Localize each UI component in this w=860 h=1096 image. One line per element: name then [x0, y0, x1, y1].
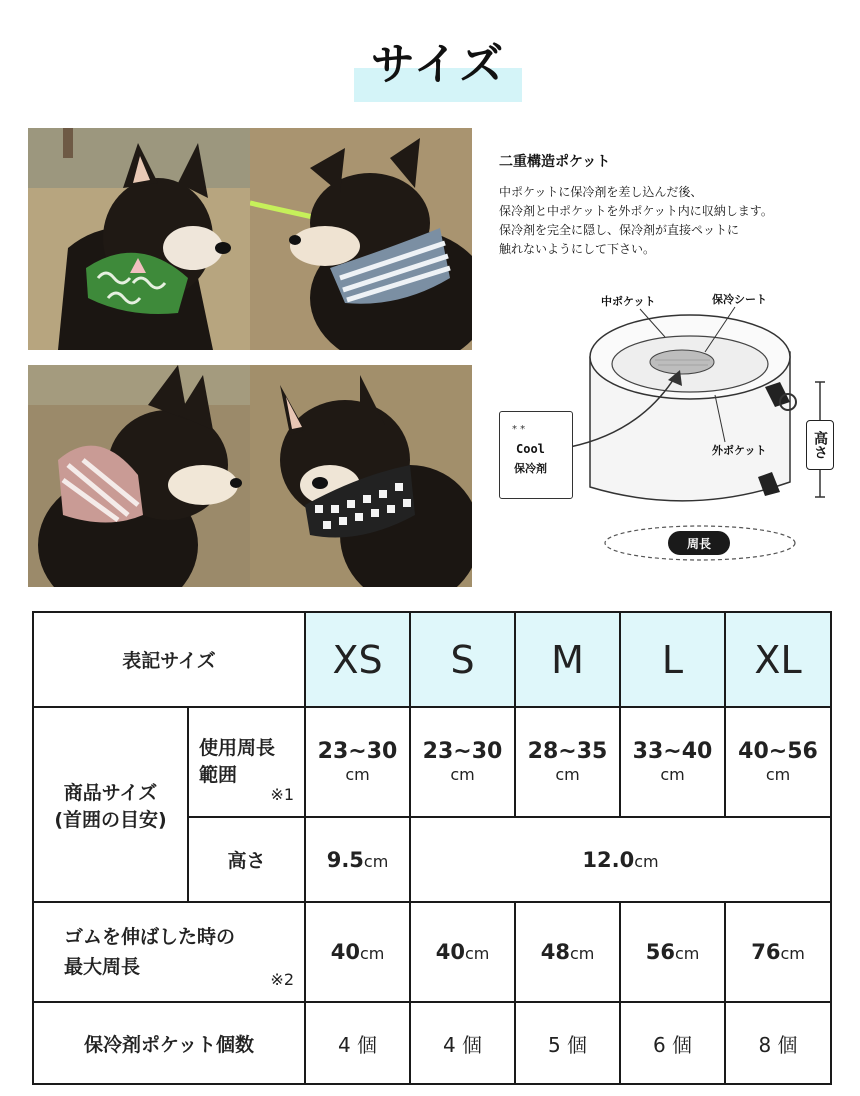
- cool-pack-illustration: [499, 411, 573, 499]
- height-marker: [806, 420, 834, 470]
- usage-range-cell: [515, 707, 620, 817]
- height-label: 高さ: [812, 431, 828, 459]
- max-circumference-value: 40: [330, 940, 360, 964]
- max-circumference-value: 76: [751, 940, 781, 964]
- pocket-count-cell: 6 個: [620, 1002, 725, 1084]
- max-unit: cm: [674, 944, 700, 963]
- dog-photo-blue-stripe-bandana: [250, 128, 472, 350]
- usage-range-label-line: 範囲: [199, 764, 238, 786]
- max-circumference-value: 40: [435, 940, 465, 964]
- height-unit: cm: [634, 851, 659, 871]
- dog-photo-gingham-bandana: [250, 365, 472, 587]
- pocket-count-cell: 8 個: [725, 1002, 831, 1084]
- max-unit: cm: [780, 944, 805, 963]
- pocket-diagram: [490, 282, 840, 572]
- max-circumference-cell: [410, 902, 515, 1002]
- pocket-description: [499, 183, 839, 259]
- pocket-description-line: 保冷剤を完全に隠し、保冷剤が直接ペットに: [499, 223, 740, 237]
- size-table: [32, 611, 832, 1085]
- max-circumference-value: 56: [645, 940, 675, 964]
- height-others-cell: [410, 817, 831, 902]
- pocket-count-label: 保冷剤ポケット個数: [33, 1002, 305, 1084]
- pocket-count-row: [33, 1002, 831, 1084]
- usage-range-value: 28~35: [527, 739, 608, 764]
- max-unit: cm: [464, 944, 490, 963]
- size-header-l: L: [620, 612, 725, 707]
- page-title: サイズ: [370, 39, 506, 90]
- usage-range-cell: [725, 707, 831, 817]
- height-xs-cell: [305, 817, 410, 902]
- pocket-section-title: 二重構造ポケット: [499, 154, 611, 170]
- height-row-label: 高さ: [188, 817, 305, 902]
- max-circumference-cell: [725, 902, 831, 1002]
- product-size-label: [33, 707, 188, 902]
- page-title-block: [354, 40, 522, 102]
- product-size-label-line: (首囲の目安): [54, 808, 167, 831]
- usage-range-row: [33, 707, 831, 817]
- size-header-row: [33, 612, 831, 707]
- pocket-count-cell: 4 個: [305, 1002, 410, 1084]
- size-header-s: S: [410, 612, 515, 707]
- pocket-count-cell: 4 個: [410, 1002, 515, 1084]
- max-circumference-label: [33, 902, 305, 1002]
- height-unit: cm: [363, 851, 389, 871]
- usage-range-value: 40~56: [738, 739, 818, 764]
- usage-range-cell: [620, 707, 725, 817]
- size-header-m: M: [515, 612, 620, 707]
- usage-range-cell: [305, 707, 410, 817]
- max-note: ※2: [270, 970, 295, 989]
- cool-pack-label: 保冷剤: [514, 462, 547, 475]
- cool-sheet-label: 保冷シート: [712, 293, 767, 306]
- usage-range-label-line: 使用周長: [199, 737, 276, 759]
- usage-range-value: 33~40: [632, 739, 713, 764]
- usage-range-value: 23~30: [317, 739, 398, 764]
- height-others-value: 12.0: [582, 847, 635, 872]
- usage-range-unit: cm: [450, 765, 475, 784]
- max-circumference-cell: [515, 902, 620, 1002]
- usage-range-unit: cm: [345, 765, 370, 784]
- size-header-xs: XS: [305, 612, 410, 707]
- cool-pack-brand: Cool: [516, 442, 545, 456]
- pocket-count-cell: 5 個: [515, 1002, 620, 1084]
- pocket-description-line: 触れないようにして下さい。: [499, 242, 656, 256]
- outer-pocket-label: 外ポケット: [712, 444, 767, 457]
- usage-range-unit: cm: [765, 765, 791, 784]
- max-circumference-cell: [305, 902, 410, 1002]
- dog-photo-red-stripe-bandana: [28, 365, 250, 587]
- inner-pocket-label: 中ポケット: [601, 295, 656, 308]
- height-xs-value: 9.5: [326, 847, 364, 872]
- max-circumference-label-line: 最大周長: [64, 956, 141, 978]
- usage-note: ※1: [270, 785, 295, 804]
- size-header-xl: XL: [725, 612, 831, 707]
- max-circumference-row: [33, 902, 831, 1002]
- usage-range-cell: [410, 707, 515, 817]
- usage-range-unit: cm: [555, 765, 580, 784]
- pocket-description-line: 保冷剤と中ポケットを外ポケット内に収納します。: [499, 204, 773, 218]
- size-header-label: 表記サイズ: [33, 612, 305, 707]
- product-size-label-line: 商品サイズ: [63, 781, 158, 804]
- usage-range-value: 23~30: [422, 739, 503, 764]
- max-circumference-value: 48: [540, 940, 570, 964]
- usage-range-label: [188, 707, 305, 817]
- max-unit: cm: [359, 944, 385, 963]
- max-circumference-label-line: ゴムを伸ばした時の: [64, 926, 236, 948]
- usage-range-unit: cm: [660, 765, 685, 784]
- circumference-label: 周長: [668, 531, 730, 555]
- max-unit: cm: [569, 944, 595, 963]
- pocket-description-line: 中ポケットに保冷剤を差し込んだ後、: [499, 185, 703, 199]
- dog-photo-green-bandana: [28, 128, 250, 350]
- max-circumference-cell: [620, 902, 725, 1002]
- sparkle-icon: * *: [512, 424, 526, 435]
